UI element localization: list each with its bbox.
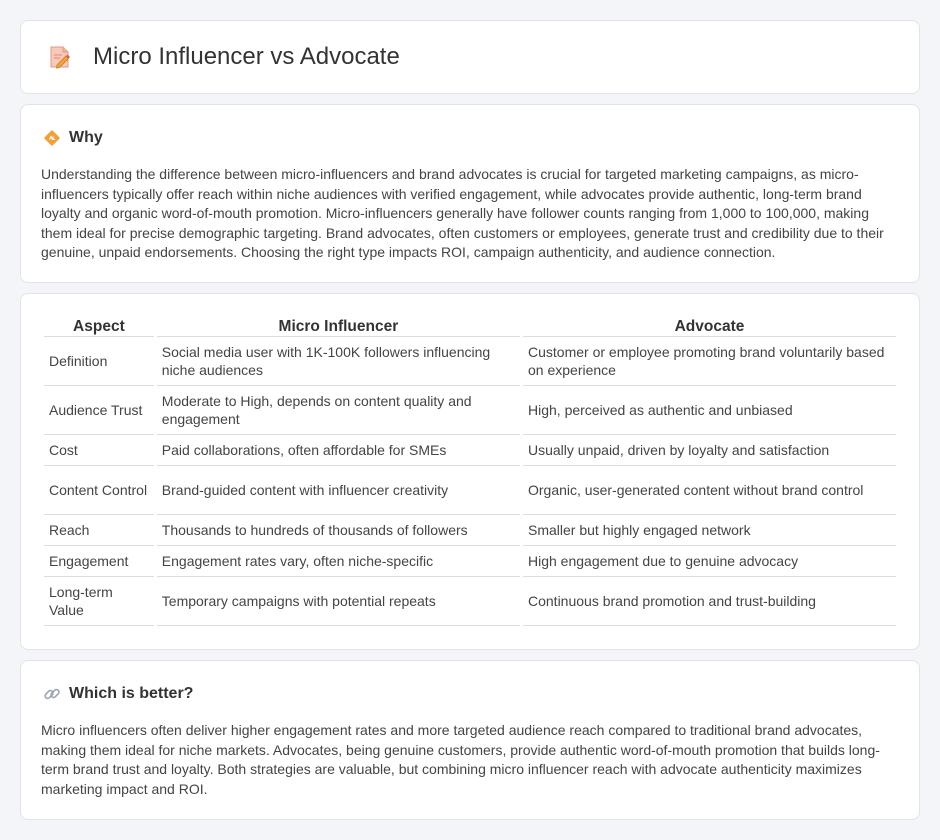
- title-card: [20, 20, 920, 94]
- aspect-cell: Reach: [44, 515, 154, 546]
- table-row: [44, 466, 896, 515]
- which-is-better-section: [20, 660, 920, 820]
- why-title: Why: [69, 129, 103, 146]
- diamond-sign-icon: [43, 129, 61, 147]
- header-aspect: Aspect: [44, 315, 154, 337]
- advocate-cell: Customer or employee promoting brand voluntarily based on experience: [523, 337, 896, 386]
- which-is-better-text: Micro influencers often deliver higher engagement rates and more targeted audience reach compared to traditional brand advocates, making them ideal for niche markets. Advocates, being genuine customers, provide authentic word-of-mouth promotion that builds long-term brand trust and loyalty. Both strategies are valuable, but combining micro influencer reach with advocate authenticity maximizes marketing impact and ROI.: [41, 722, 880, 797]
- advocate-cell: High, perceived as authentic and unbiased: [523, 386, 896, 435]
- link-icon: [43, 685, 61, 703]
- advocate-cell: Usually unpaid, driven by loyalty and satisfaction: [523, 435, 896, 466]
- which-is-better-title: Which is better?: [69, 685, 194, 702]
- why-section: [20, 104, 920, 283]
- aspect-cell: Audience Trust: [44, 386, 154, 435]
- document-edit-icon: [47, 44, 73, 70]
- header-micro-influencer: Micro Influencer: [157, 315, 520, 337]
- micro-influencer-cell: Social media user with 1K-100K followers influencing niche audiences: [157, 337, 520, 386]
- page-title: Micro Influencer vs Advocate: [93, 43, 400, 70]
- micro-influencer-cell: Thousands to hundreds of thousands of followers: [157, 515, 520, 546]
- table-row: [44, 546, 896, 577]
- table-row: [44, 515, 896, 546]
- why-text: Understanding the difference between micro-influencers and brand advocates is crucial for targeted marketing campaigns, as micro-influencers typically offer reach within niche audiences with verified engagement, while advocates provide authentic, long-term brand loyalty and organic word-of-mouth promotion. Micro-influencers generally have follower counts ranging from 1,000 to 100,000, making them ideal for precise demographic targeting. Brand advocates, often customers or employees, generate trust and credibility due to their genuine, unpaid endorsements. Choosing the right type impacts ROI, campaign authenticity, and audience connection.: [41, 166, 884, 261]
- aspect-cell: Engagement: [44, 546, 154, 577]
- aspect-cell: Content Control: [44, 466, 154, 515]
- table-row: [44, 386, 896, 435]
- comparison-card: [20, 293, 920, 650]
- micro-influencer-cell: Moderate to High, depends on content quality and engagement: [157, 386, 520, 435]
- advocate-cell: Smaller but highly engaged network: [523, 515, 896, 546]
- micro-influencer-cell: Brand-guided content with influencer creativity: [157, 466, 520, 515]
- advocate-cell: Continuous brand promotion and trust-building: [523, 577, 896, 626]
- micro-influencer-cell: Temporary campaigns with potential repeats: [157, 577, 520, 626]
- table-header-row: [44, 315, 896, 337]
- micro-influencer-cell: Paid collaborations, often affordable for SMEs: [157, 435, 520, 466]
- comparison-table: [41, 315, 899, 626]
- aspect-cell: Long-term Value: [44, 577, 154, 626]
- advocate-cell: High engagement due to genuine advocacy: [523, 546, 896, 577]
- micro-influencer-cell: Engagement rates vary, often niche-specific: [157, 546, 520, 577]
- advocate-cell: Organic, user-generated content without brand control: [523, 466, 896, 515]
- aspect-cell: Definition: [44, 337, 154, 386]
- aspect-cell: Cost: [44, 435, 154, 466]
- table-row: [44, 577, 896, 626]
- table-row: [44, 435, 896, 466]
- table-row: [44, 337, 896, 386]
- header-advocate: Advocate: [523, 315, 896, 337]
